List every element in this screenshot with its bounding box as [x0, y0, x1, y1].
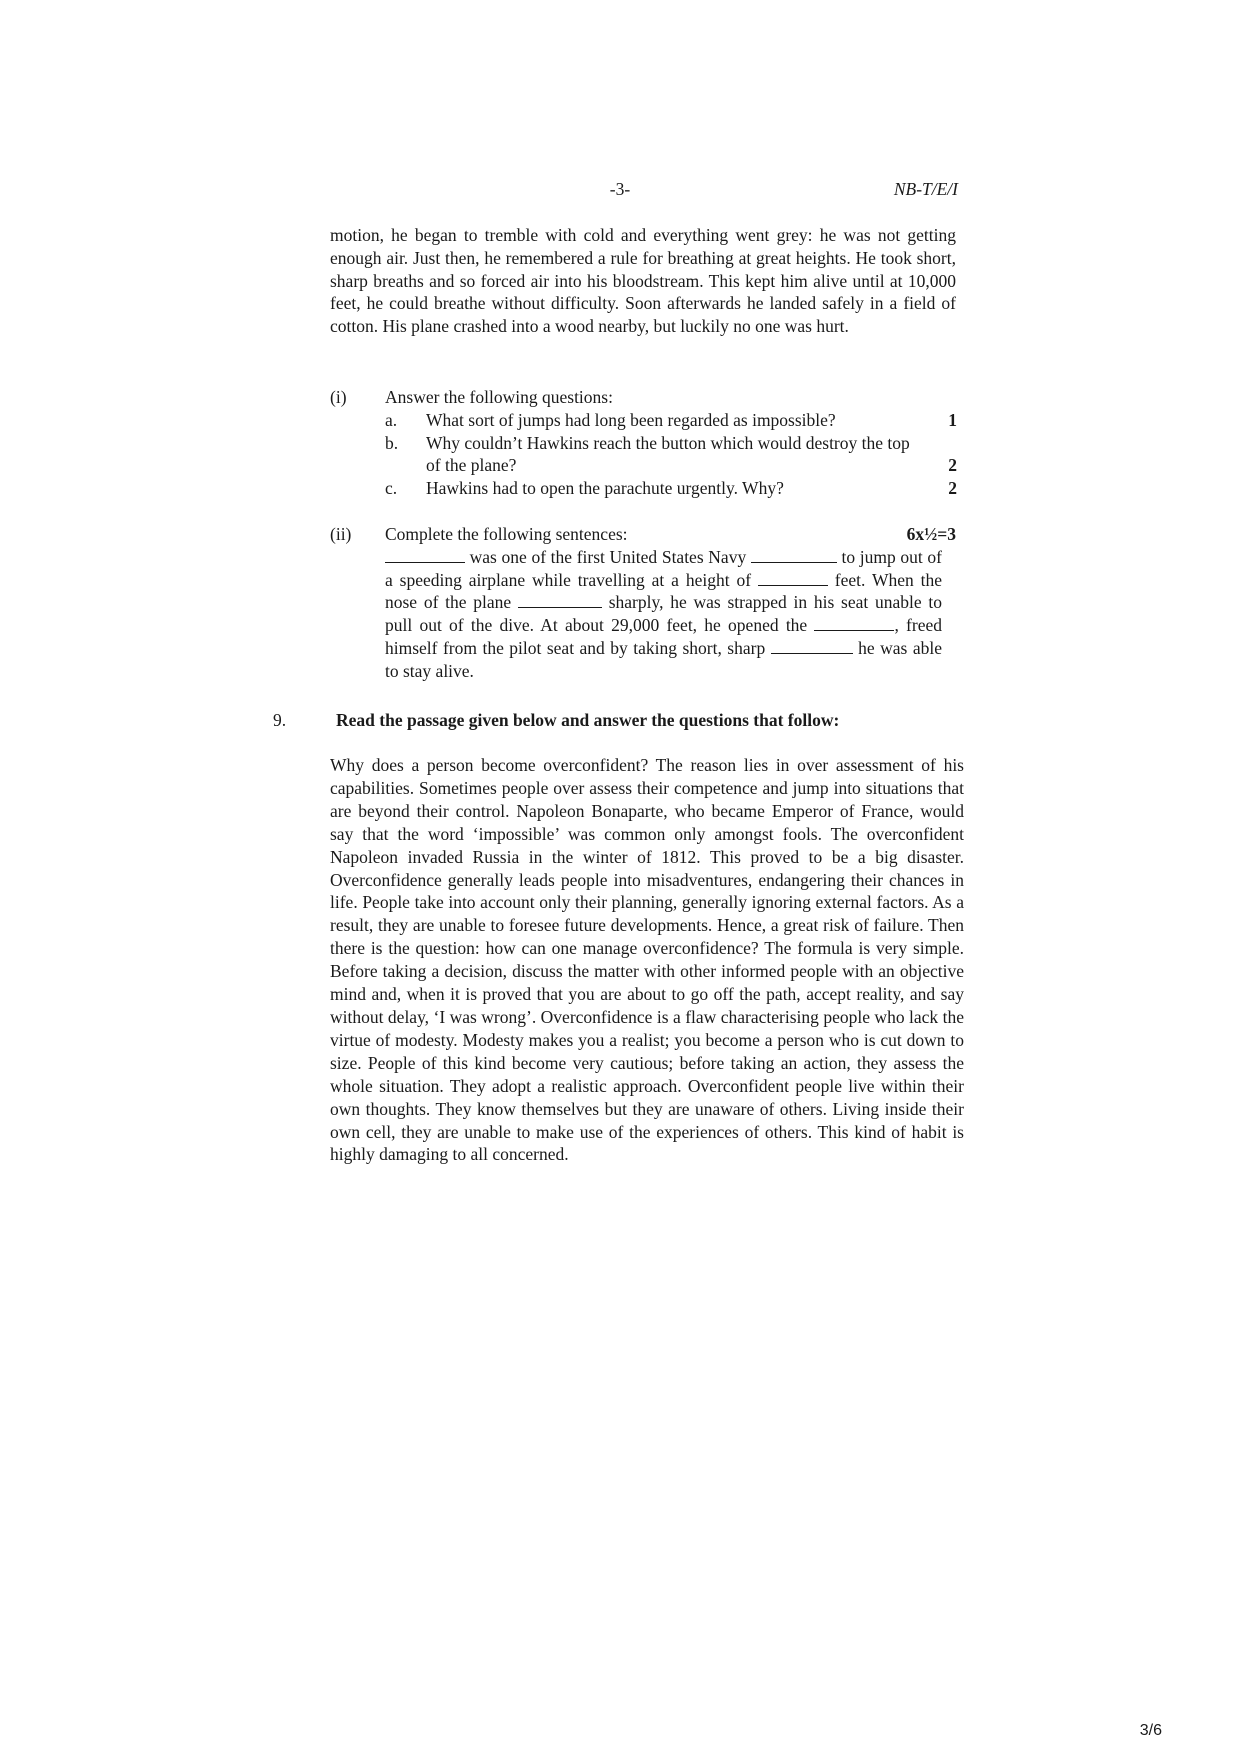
blank-2[interactable]	[751, 547, 837, 563]
question-9-number: 9.	[273, 710, 287, 730]
blank-6[interactable]	[771, 638, 853, 654]
part-ii-number: (ii)	[330, 524, 352, 544]
question-text: What sort of jumps had long been regarded as impossible?	[426, 409, 836, 430]
blank-1[interactable]	[385, 547, 465, 563]
question-a	[385, 409, 957, 432]
question-9-title: Read the passage given below and answer the questions that follow:	[336, 710, 840, 730]
question-letter: c.	[385, 478, 398, 499]
question-marks: 2	[948, 478, 957, 499]
fill-segment: feet. When the nose of the plane	[385, 569, 942, 613]
question-c	[385, 477, 957, 500]
question-text: Hawkins had to open the parachute urgently. Why?	[426, 478, 784, 499]
fill-segment: , freed himself from the pilot seat and by taking short, sharp	[385, 615, 942, 658]
question-text: Why couldn’t Hawkins reach the button which would destroy the top of the plane?	[426, 432, 910, 476]
passage-continued: motion, he began to tremble with cold and everything went grey: he was not getting enough air. Just then, he remembered a rule for breathing at great heights. He took short, sharp breaths and so forced air into his bloodstream. This kept him alive until at 10,000 feet, he could breathe without difficulty. Soon afterwards he landed safely in a field of cotton. His plane crashed into a wood nearby, but luckily no one was hurt.	[330, 225, 956, 337]
part-i-number: (i)	[330, 387, 347, 407]
question-marks: 1	[948, 409, 957, 430]
fill-in-paragraph	[385, 546, 942, 683]
question-letter: a.	[385, 409, 398, 430]
part-ii-header	[385, 523, 956, 546]
part-i-block	[385, 386, 957, 500]
question-letter: b.	[385, 432, 399, 453]
blank-5[interactable]	[814, 615, 894, 631]
part-ii-marks: 6x½=3	[906, 524, 956, 544]
fill-segment: he was able to stay alive.	[385, 637, 942, 681]
fill-segment: to jump out of a speeding airplane while travelling at a height of	[385, 546, 943, 590]
question-9-passage: Why does a person become overconfident? The reason lies in over assessment of his capabilities. Sometimes people over assess their competence and jump into situations that are beyond their control. Napoleon Bonaparte, who became Emperor of France, would say that the word ‘impossible’ was common only amongst fools. The overconfident Napoleon invaded Russia in the winter of 1812. This proved to be a big disaster. Overconfidence generally leads people into misadventures, endangering their chances in life. People take into account only their planning, generally ignoring external factors. As a result, they are unable to foresee future developments. Hence, a great risk of failure. Then there is the question: how can one manage overconfidence? The formula is very simple. Before taking a decision, discuss the matter with other informed people with an objective mind and, when it is proved that you are about to go off the path, accept reality, and say without delay, ‘I was wrong’. Overconfidence is a flaw characterising people who lack the virtue of modesty. Modesty makes you a realist; you become a person who is cut down to size. People of this kind become very cautious; before taking an action, they assess the whole situation. They adopt a realistic approach. Overconfident people live within their own thoughts. They know themselves but they are unaware of others. Living inside their own cell, they are unable to make use of the experiences of others. This kind of habit is highly damaging to all concerned.	[330, 755, 964, 1165]
page-fraction: 3/6	[1139, 1722, 1162, 1739]
part-ii-instruction: Complete the following sentences:	[385, 524, 628, 544]
part-ii-block	[385, 523, 956, 683]
part-i-instruction: Answer the following questions:	[385, 387, 613, 407]
page-number: -3-	[609, 179, 631, 199]
blank-4[interactable]	[518, 592, 602, 608]
fill-segment: was one of the first United States Navy	[465, 546, 751, 567]
question-marks: 2	[948, 455, 957, 476]
question-b	[385, 432, 957, 478]
blank-3[interactable]	[758, 570, 828, 586]
paper-code: NB-T/E/I	[893, 179, 958, 199]
fill-segment: sharply, he was strapped in his seat unable to pull out of the dive. At about 29,000 feet, he opened the	[385, 592, 942, 636]
